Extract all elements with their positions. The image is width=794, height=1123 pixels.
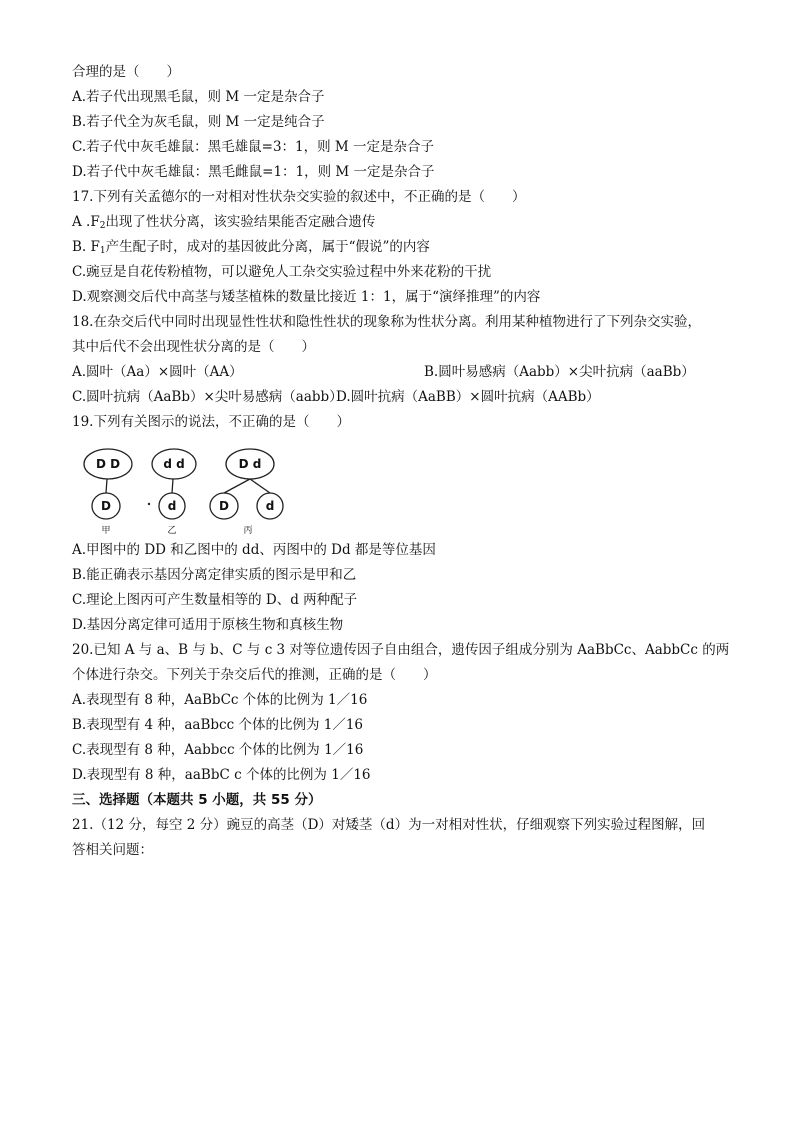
text-line: 个体进行杂交。下列关于杂交后代的推测，正确的是（ ）	[72, 667, 437, 683]
option-c: C.表现型有 8 种，Aabbcc 个体的比例为 1／16	[72, 742, 364, 758]
option-a: A.若子代出现黑毛鼠，则 M 一定是杂合子	[72, 89, 325, 105]
option-a: A.甲图中的 DD 和乙图中的 dd、丙图中的 Dd 都是等位基因	[72, 542, 436, 558]
text-line: 其中后代不会出现性状分离的是（ ）	[72, 339, 315, 355]
option-d: D.观察测交后代中高茎与矮茎植株的数量比接近 1：1，属于“演绎推理”的内容	[72, 289, 541, 305]
label-bing-left: D	[219, 499, 229, 513]
option-text: 出现了性状分离，该实验结果能否定融合遗传	[105, 214, 376, 230]
question-17: 17.下列有关孟德尔的一对相对性状杂交实验的叙述中，不正确的是（ ）	[72, 189, 526, 205]
section-heading: 三、选择题（本题共 5 小题，共 55 分）	[72, 792, 322, 808]
allele-diagram	[72, 444, 302, 536]
subscript: 1	[99, 246, 106, 256]
text-line: 合理的是（ ）	[72, 64, 180, 80]
label-bing-right: d	[265, 499, 275, 513]
option-b: B.圆叶易感病（Aabb）×尖叶抗病（aaBb）	[424, 364, 695, 380]
option-c: C.理论上图丙可产生数量相等的 D、d 两种配子	[72, 592, 358, 608]
question-19: 19.下列有关图示的说法，不正确的是（ ）	[72, 414, 350, 430]
option-c: C.豌豆是自花传粉植物，可以避免人工杂交实验过程中外来花粉的干扰	[72, 264, 492, 280]
option-prefix: A .F	[72, 214, 100, 230]
option-b: B.若子代全为灰毛鼠，则 M 一定是纯合子	[72, 114, 325, 130]
option-b	[72, 237, 430, 257]
option-d: D.基因分离定律可适用于原核生物和真核生物	[72, 617, 344, 633]
caption-yi: 乙	[167, 526, 177, 536]
caption-jia: 甲	[101, 526, 111, 536]
option-c: C.圆叶抗病（AaBb）×尖叶易感病（aabb）	[72, 389, 343, 405]
label-yi-bottom: d	[167, 499, 177, 513]
options-row	[72, 362, 695, 382]
text-line: 答相关问题：	[72, 842, 153, 858]
option-d: D.表现型有 8 种，aaBbC c 个体的比例为 1／16	[72, 767, 371, 783]
label-bing-top: D d	[238, 457, 262, 471]
option-c: C.若子代中灰毛雄鼠：黑毛雄鼠=3：1，则 M 一定是杂合子	[72, 139, 435, 155]
option-d: D.若子代中灰毛雄鼠：黑毛雌鼠=1：1，则 M 一定是杂合子	[72, 164, 435, 180]
option-prefix: B. F	[72, 239, 100, 255]
option-b: B.能正确表示基因分离定律实质的图示是甲和乙	[72, 567, 357, 583]
options-row	[72, 387, 600, 407]
question-21: 21.（12 分，每空 2 分）豌豆的高茎（D）对矮茎（d）为一对相对性状，仔细观察下列实验过程图解，回	[72, 817, 706, 833]
label-yi-top: d d	[163, 457, 185, 471]
option-text: 产生配子时，成对的基因彼此分离，属于“假说”的内容	[105, 239, 430, 255]
option-a: A.表现型有 8 种，AaBbCc 个体的比例为 1／16	[72, 692, 368, 708]
label-jia-bottom: D	[101, 499, 111, 513]
option-d: D.圆叶抗病（AaBB）×圆叶抗病（AABb）	[336, 389, 600, 405]
option-b: B.表现型有 4 种，aaBbcc 个体的比例为 1／16	[72, 717, 364, 733]
subscript: 2	[99, 221, 106, 231]
caption-bing: 丙	[243, 526, 253, 536]
question-20: 20.已知 A 与 a、B 与 b、C 与 c 3 对等位遗传因子自由组合，遗传因子组成分别为 AaBbCc、AabbCc 的两	[72, 642, 730, 658]
question-18: 18.在杂交后代中同时出现显性性状和隐性性状的现象称为性状分离。利用某种植物进行了下列杂交实验，	[72, 314, 701, 330]
option-a: A.圆叶（Aa）×圆叶（AA）	[72, 364, 243, 380]
option-a	[72, 212, 375, 232]
label-jia-top: D D	[95, 457, 121, 471]
